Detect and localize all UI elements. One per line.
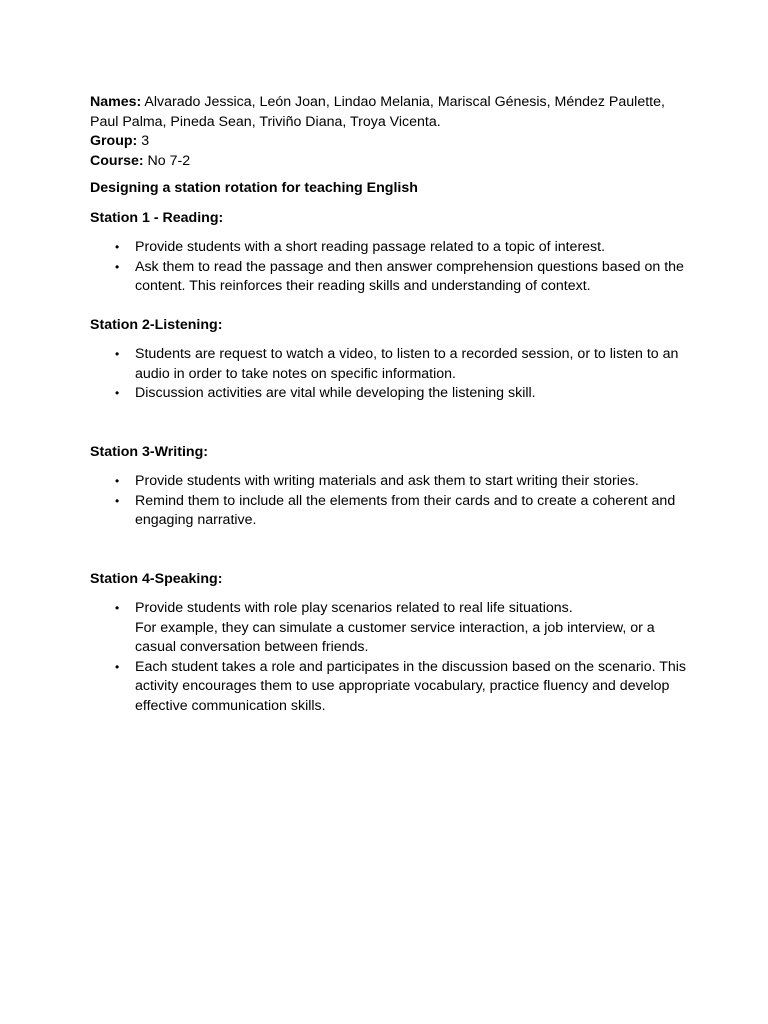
bullet-text: Provide students with a short reading passage related to a topic of interest. [135, 239, 606, 255]
course-value: No 7-2 [143, 152, 191, 169]
course-line [90, 152, 690, 172]
list-item [90, 658, 690, 717]
station-3-heading: Station 3-Writing: [90, 443, 208, 460]
spacer [90, 531, 690, 570]
list-item [90, 599, 690, 658]
course-label: Course: [90, 152, 144, 169]
bullet-dot-icon: • [115, 347, 120, 361]
document-content [90, 93, 690, 716]
list-item [90, 492, 690, 531]
station-4-section [90, 570, 690, 717]
bullet-dot-icon: • [115, 259, 120, 274]
list-item [90, 258, 690, 297]
names-value: Alvarado Jessica, León Joan, Lindao Melania, Mariscal Génesis, Méndez Paulette, Paul Palma, Pineda Sean, Triviño Diana, Troya Vicenta. [90, 94, 665, 130]
group-line [90, 132, 690, 152]
station-3-list [90, 472, 690, 531]
bullet-dot-icon: • [115, 601, 120, 615]
names-line [90, 93, 690, 132]
station-4-heading: Station 4-Speaking: [90, 570, 223, 587]
names-label: Names: [90, 94, 142, 110]
list-item [90, 238, 690, 258]
bullet-text: Discussion activities are vital while developing the listening skill. [135, 385, 536, 401]
bullet-text: Ask them to read the passage and then answer comprehension questions based on the content. This reinforces their reading skills and understanding of context. [135, 258, 684, 294]
list-item [90, 384, 690, 404]
station-1-section [90, 209, 690, 297]
list-item [90, 345, 690, 384]
station-1-heading: Station 1 - Reading: [90, 209, 224, 226]
bullet-text: Provide students with role play scenarios related to real life situations. [135, 600, 573, 616]
bullet-text: Remind them to include all the elements from their cards and to create a coherent and engaging narrative. [135, 492, 676, 528]
station-4-list [90, 599, 690, 716]
list-item [90, 472, 690, 492]
group-value: 3 [137, 133, 150, 149]
document-title: Designing a station rotation for teaching English [90, 180, 418, 196]
bullet-dot-icon: • [115, 659, 120, 674]
bullet-text: Provide students with writing materials and ask them to start writing their stories. [135, 473, 639, 489]
station-2-list [90, 345, 690, 404]
bullet-text: Students are request to watch a video, to listen to a recorded session, or to listen to an audio in order to take notes on specific information. [135, 346, 679, 382]
bullet-continuation-text: For example, they can simulate a customer service interaction, a job interview, or a casual conversation between friends. [135, 619, 655, 655]
station-2-heading: Station 2-Listening: [90, 316, 223, 333]
spacer [90, 297, 690, 316]
station-3-section [90, 443, 690, 531]
spacer [90, 404, 690, 443]
group-label: Group: [90, 133, 138, 149]
bullet-dot-icon: • [115, 386, 120, 400]
bullet-text: Each student takes a role and participates in the discussion based on the scenario. This activity encourages them to use appropriate vocabulary, practice fluency and develop effective communication skills. [135, 658, 687, 714]
bullet-dot-icon: • [115, 493, 120, 508]
bullet-dot-icon: • [115, 240, 120, 254]
station-1-list [90, 238, 690, 297]
station-2-section [90, 316, 690, 404]
bullet-dot-icon: • [115, 474, 120, 488]
